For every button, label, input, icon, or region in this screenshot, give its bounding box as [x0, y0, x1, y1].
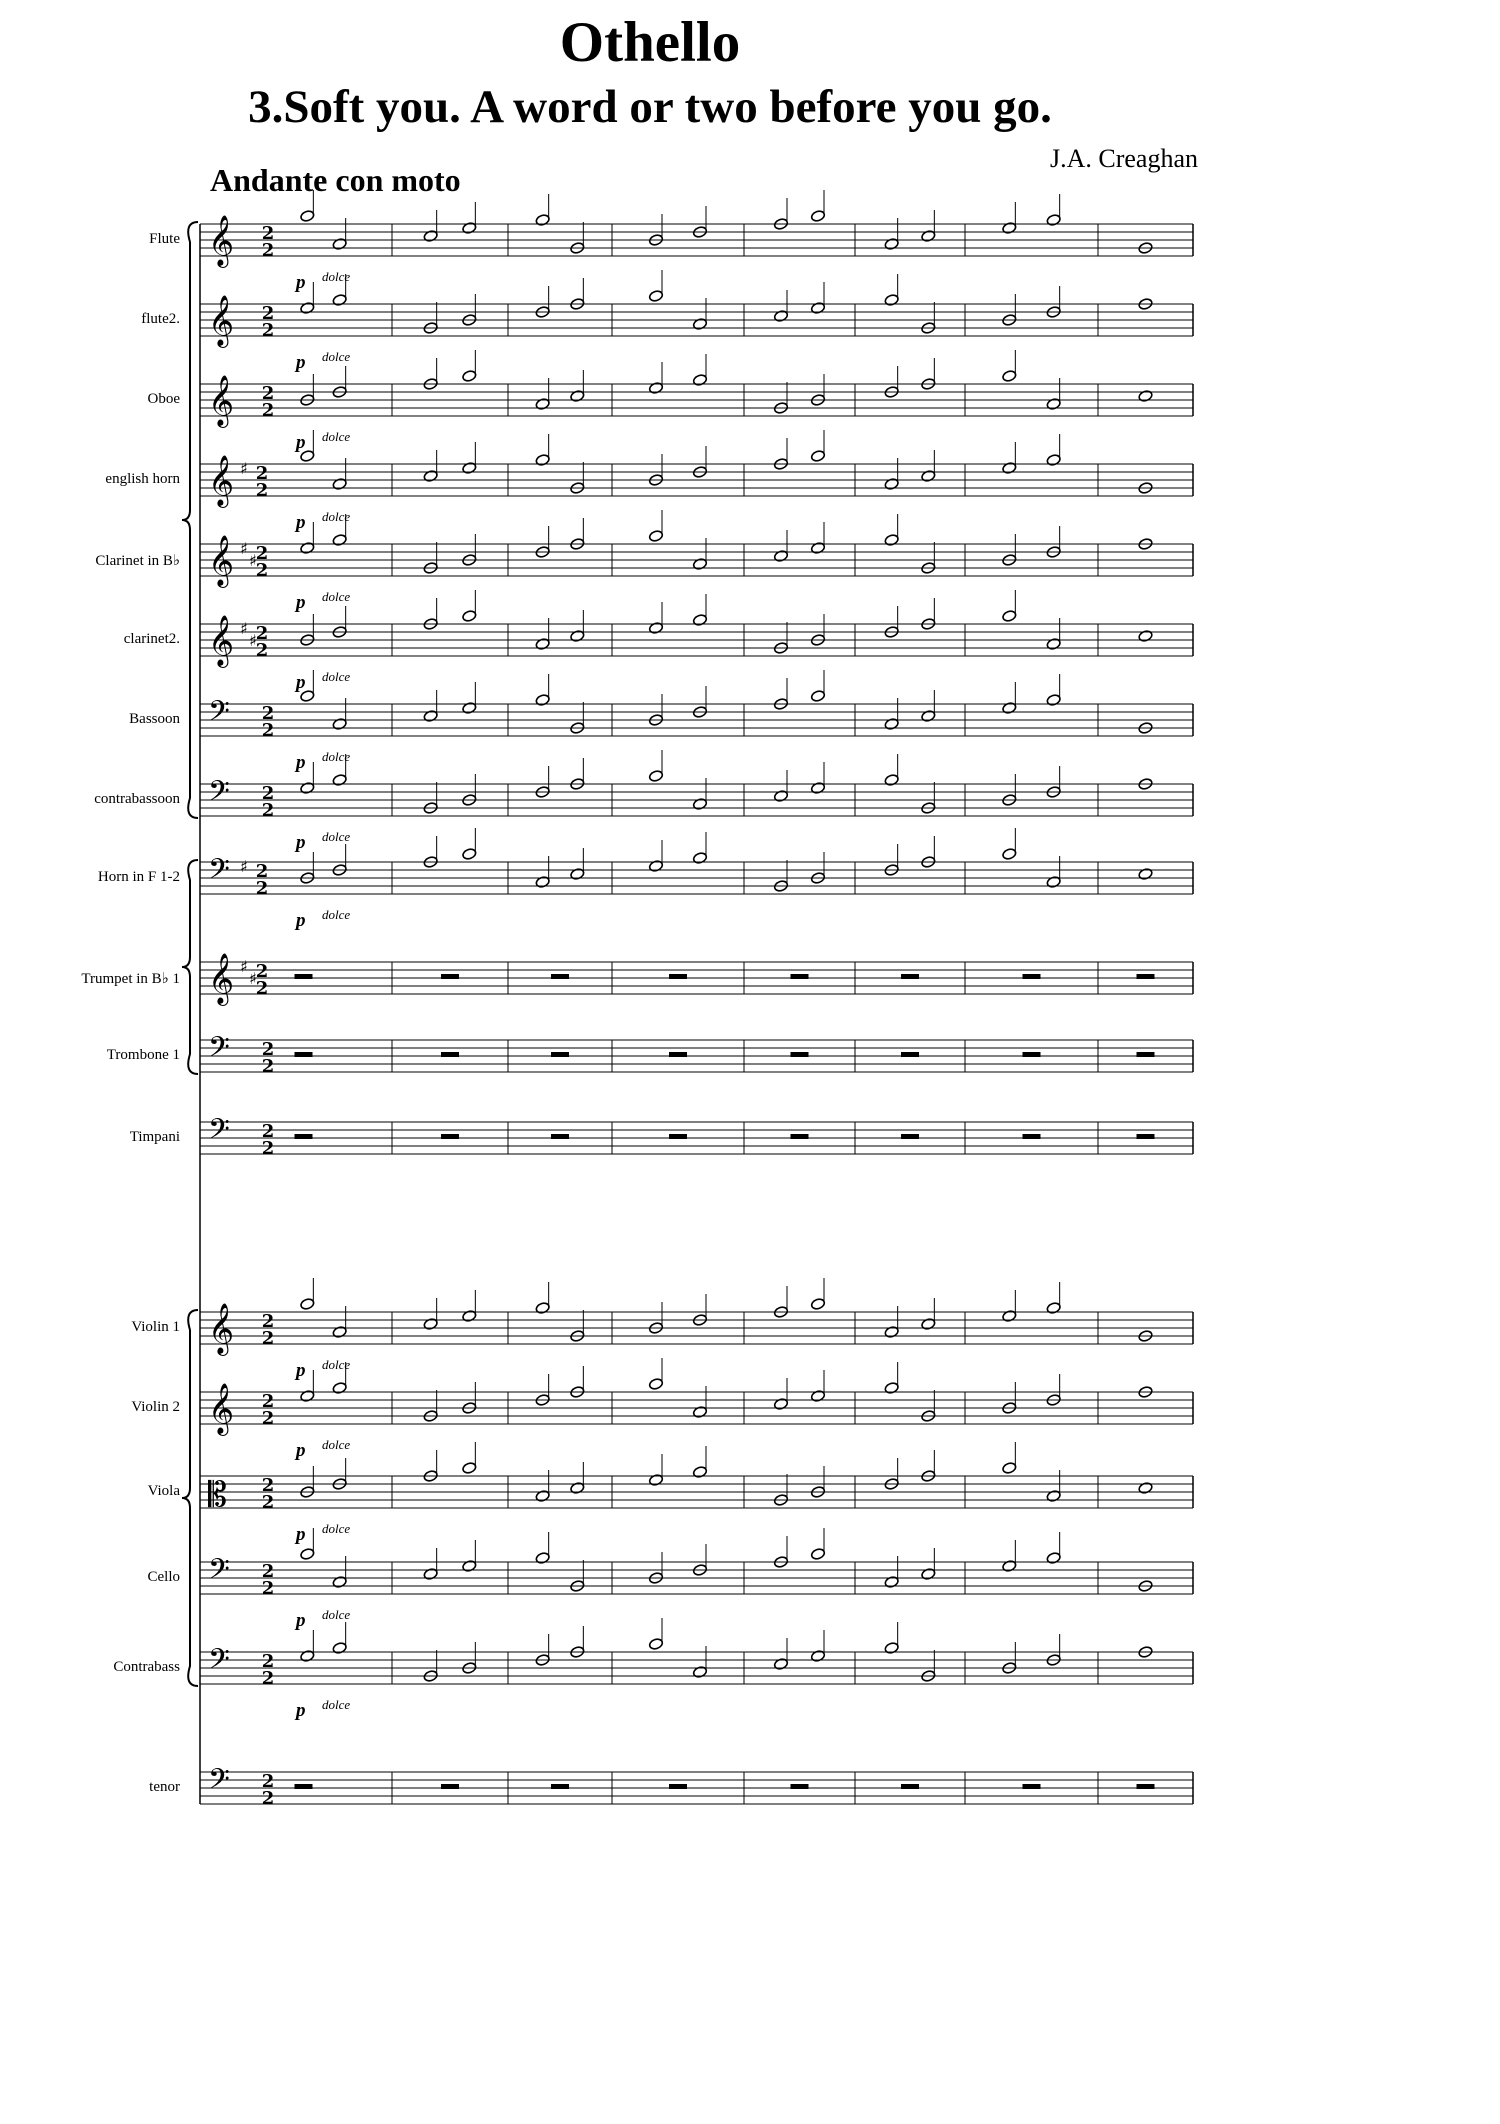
dynamic-marking: p: [296, 1700, 306, 1721]
staff-trumpet-in-b-1: [200, 953, 1193, 1006]
sharp-icon: ♯: [249, 551, 257, 570]
instrument-label: Violin 1: [131, 1319, 180, 1335]
staff-horn-in-f-1-2: [200, 828, 1193, 899]
instrument-label: clarinet2.: [123, 631, 180, 647]
clef-icon: 𝄢: [208, 1113, 230, 1153]
clef-icon: 𝄞: [208, 1303, 235, 1354]
sharp-icon: ♯: [240, 619, 248, 638]
dynamic-marking: p: [296, 752, 306, 773]
instrument-label: Trombone 1: [106, 1047, 180, 1063]
svg-text:2: 2: [261, 783, 275, 804]
sharp-icon: ♯: [249, 969, 257, 988]
instrument-label: Trumpet in B♭ 1: [81, 971, 180, 987]
staff-clarinet2-: [200, 590, 1193, 668]
dynamic-marking: p: [296, 1360, 306, 1381]
svg-text:2: 2: [255, 560, 269, 581]
clef-icon: 𝄞: [208, 953, 235, 1004]
svg-text:2: 2: [261, 1138, 275, 1159]
instrument-label: english horn: [105, 471, 180, 487]
sharp-icon: ♯: [240, 459, 248, 478]
instrument-label: contrabassoon: [94, 791, 180, 807]
svg-text:2: 2: [255, 878, 269, 899]
clef-icon: 𝄢: [208, 695, 230, 735]
clef-icon: 𝄞: [208, 455, 235, 506]
score-subtitle: 3.Soft you. A word or two before you go.: [248, 81, 1052, 133]
clef-icon: 𝄞: [208, 1383, 235, 1434]
expression-marking: dolce: [322, 349, 351, 364]
dynamic-marking: p: [296, 1610, 306, 1631]
composer-credit: J.A. Creaghan: [1050, 144, 1199, 173]
svg-text:2: 2: [261, 1578, 275, 1599]
clef-icon: 𝄡: [208, 1475, 227, 1515]
clef-icon: 𝄞: [208, 535, 235, 586]
svg-text:2: 2: [261, 1668, 275, 1689]
staff-violin-2: [200, 1358, 1193, 1436]
clef-icon: 𝄢: [208, 853, 230, 893]
staff-clarinet-in-b-: [200, 510, 1193, 588]
staff-contrabass: [200, 1618, 1193, 1689]
expression-marking: dolce: [322, 749, 351, 764]
expression-marking: dolce: [322, 1697, 351, 1712]
dynamic-marking: p: [296, 352, 306, 373]
svg-text:2: 2: [255, 961, 269, 982]
clef-icon: 𝄞: [208, 215, 235, 266]
instrument-label: tenor: [149, 1779, 180, 1795]
svg-text:2: 2: [261, 1492, 275, 1513]
staff-bassoon: [200, 670, 1193, 741]
svg-text:2: 2: [261, 1311, 275, 1332]
clef-icon: 𝄞: [208, 295, 235, 346]
svg-text:2: 2: [261, 720, 275, 741]
expression-marking: dolce: [322, 269, 351, 284]
staff-tenor: [200, 1763, 1193, 1809]
svg-text:2: 2: [261, 1056, 275, 1077]
svg-text:2: 2: [255, 978, 269, 999]
svg-text:2: 2: [261, 1561, 275, 1582]
dynamic-marking: p: [296, 272, 306, 293]
brace-bracket: [182, 860, 198, 1074]
sharp-icon: ♯: [240, 539, 248, 558]
instrument-label: flute2.: [141, 311, 180, 327]
staff-flute: [200, 190, 1193, 268]
dynamic-marking: p: [296, 432, 306, 453]
staff-trombone-1: [200, 1031, 1193, 1077]
clef-icon: 𝄞: [208, 375, 235, 426]
clef-icon: 𝄢: [208, 1031, 230, 1071]
instrument-label: Oboe: [147, 391, 180, 407]
expression-marking: dolce: [322, 669, 351, 684]
svg-text:2: 2: [261, 703, 275, 724]
dynamic-marking: p: [296, 592, 306, 613]
score-title: Othello: [559, 11, 741, 74]
staff-english-horn: [200, 430, 1193, 508]
svg-text:2: 2: [261, 383, 275, 404]
svg-text:2: 2: [261, 1328, 275, 1349]
expression-marking: dolce: [322, 589, 351, 604]
instrument-label: Contrabass: [113, 1659, 180, 1675]
svg-text:2: 2: [261, 1039, 275, 1060]
expression-marking: dolce: [322, 1357, 351, 1372]
expression-marking: dolce: [322, 907, 351, 922]
instrument-label: Viola: [147, 1483, 180, 1499]
staff-oboe: [200, 350, 1193, 428]
svg-text:2: 2: [261, 1788, 275, 1809]
staff-violin-1: [200, 1278, 1193, 1356]
dynamic-marking: p: [296, 832, 306, 853]
expression-marking: dolce: [322, 829, 351, 844]
svg-text:2: 2: [261, 1771, 275, 1792]
dynamic-marking: p: [296, 910, 306, 931]
svg-text:2: 2: [261, 1408, 275, 1429]
instrument-label: Cello: [147, 1569, 180, 1585]
brace-bracket: [182, 1310, 198, 1686]
dynamic-marking: p: [296, 512, 306, 533]
dynamic-marking: p: [296, 1440, 306, 1461]
instrument-label: Violin 2: [131, 1399, 180, 1415]
instrument-label: Timpani: [129, 1129, 180, 1145]
staff-flute2-: [200, 270, 1193, 348]
sharp-icon: ♯: [240, 857, 248, 876]
staff-cello: [200, 1528, 1193, 1599]
clef-icon: 𝄢: [208, 775, 230, 815]
clef-icon: 𝄞: [208, 615, 235, 666]
expression-marking: dolce: [322, 1437, 351, 1452]
svg-text:2: 2: [261, 1391, 275, 1412]
instrument-label: Clarinet in B♭: [95, 553, 180, 569]
clef-icon: 𝄢: [208, 1553, 230, 1593]
sharp-icon: ♯: [240, 957, 248, 976]
svg-text:2: 2: [255, 480, 269, 501]
expression-marking: dolce: [322, 1607, 351, 1622]
brace-bracket: [182, 222, 198, 818]
svg-text:2: 2: [255, 543, 269, 564]
dynamic-marking: p: [296, 1524, 306, 1545]
staff-contrabassoon: [200, 750, 1193, 821]
expression-marking: dolce: [322, 429, 351, 444]
instrument-label: Flute: [149, 231, 180, 247]
svg-text:2: 2: [255, 623, 269, 644]
svg-text:2: 2: [261, 1651, 275, 1672]
staff-timpani: [200, 1113, 1193, 1159]
svg-text:2: 2: [261, 240, 275, 261]
svg-text:2: 2: [261, 400, 275, 421]
svg-text:2: 2: [255, 640, 269, 661]
svg-text:2: 2: [261, 1475, 275, 1496]
svg-text:2: 2: [261, 303, 275, 324]
dynamic-marking: p: [296, 672, 306, 693]
clef-icon: 𝄢: [208, 1763, 230, 1803]
instrument-label: Bassoon: [129, 711, 180, 727]
staff-viola: [200, 1442, 1193, 1515]
expression-marking: dolce: [322, 509, 351, 524]
svg-text:2: 2: [261, 223, 275, 244]
svg-text:2: 2: [255, 463, 269, 484]
expression-marking: dolce: [322, 1521, 351, 1536]
clef-icon: 𝄢: [208, 1643, 230, 1683]
instrument-label: Horn in F 1-2: [97, 869, 180, 885]
sharp-icon: ♯: [249, 631, 257, 650]
tempo-marking: Andante con moto: [210, 162, 461, 198]
svg-text:2: 2: [255, 861, 269, 882]
svg-text:2: 2: [261, 1121, 275, 1142]
svg-text:2: 2: [261, 800, 275, 821]
svg-text:2: 2: [261, 320, 275, 341]
